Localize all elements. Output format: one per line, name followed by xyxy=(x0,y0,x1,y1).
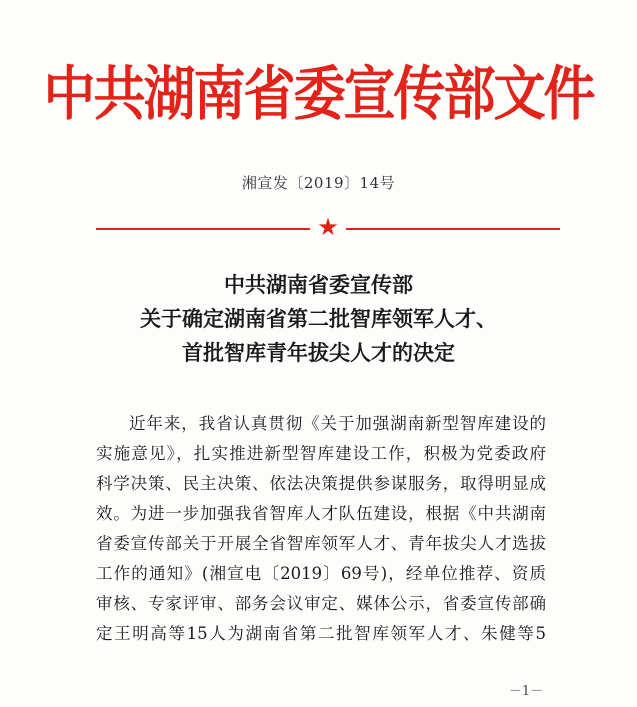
header-divider xyxy=(96,213,560,241)
body-line: 实施意见》，扎实推进新型智库建设工作，积极为党委政府 xyxy=(96,444,546,463)
body-line: 定王明高等15人为湖南省第二批智库领军人才、朱健等5 xyxy=(96,624,546,643)
decision-title xyxy=(0,268,637,370)
divider-rule-right xyxy=(346,228,560,230)
decision-title-line: 首批智库青年拔尖人才的决定 xyxy=(182,340,455,365)
body-line: 近年来，我省认真贯彻《关于加强湖南新型智库建设的 xyxy=(129,414,546,433)
body-line: 效。为进一步加强我省智库人才队伍建设，根据《中共湖南 xyxy=(96,504,546,523)
decision-title-line: 关于确定湖南省第二批智库领军人才、 xyxy=(140,306,497,331)
decision-title-line: 中共湖南省委宣传部 xyxy=(224,272,413,297)
body-line: 工作的通知》(湘宣电〔2019〕69号)，经单位推荐、资质 xyxy=(96,564,546,583)
star-icon: ★ xyxy=(317,213,339,241)
body-line: 科学决策、民主决策、依法决策提供参谋服务，取得明显成 xyxy=(96,474,546,493)
document-number: 湘宣发〔2019〕14号 xyxy=(241,174,396,192)
body-paragraph xyxy=(96,409,546,649)
document-header-title: 中共湖南省委宣传部文件 xyxy=(43,61,594,129)
body-line: 省委宣传部关于开展全省智库领军人才、青年拔尖人才选拔 xyxy=(96,534,546,553)
divider-rule-left xyxy=(96,228,310,230)
body-line: 审核、专家评审、部务会议审定、媒体公示，省委宣传部确 xyxy=(96,594,546,613)
page-number: －1－ xyxy=(508,684,544,699)
